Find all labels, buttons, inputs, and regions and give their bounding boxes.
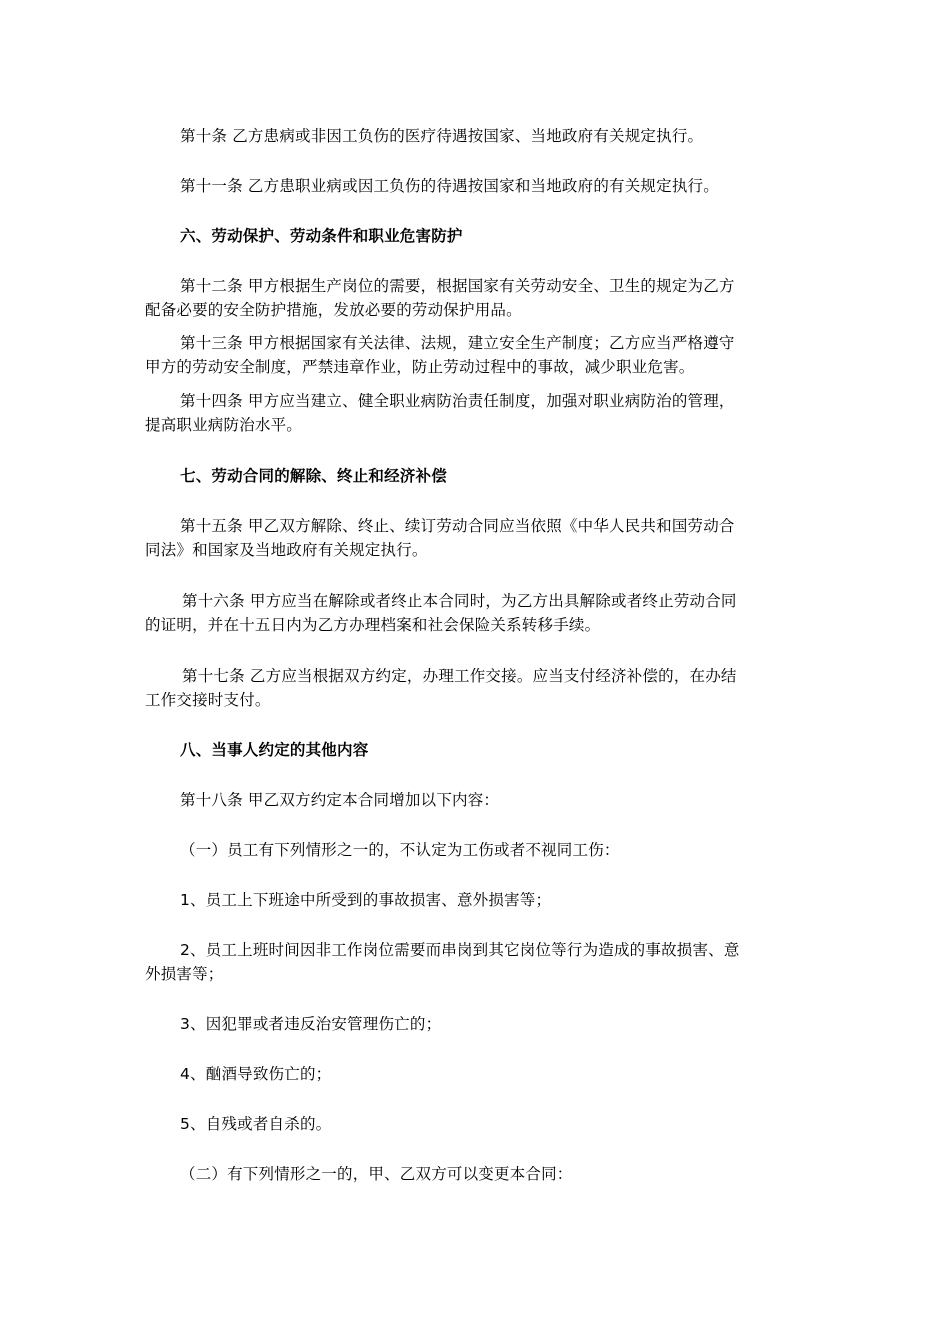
article-13-line-1: 第十三条 甲方根据国家有关法律、法规，建立安全生产制度；乙方应当严格遵守 [180, 334, 735, 352]
clause-1-heading: （一）员工有下列情形之一的，不认定为工伤或者不视同工伤： [180, 841, 620, 859]
clause-1-item-1: 1、员工上下班途中所受到的事故损害、意外损害等； [180, 891, 552, 909]
clause-1-item-2-line-2: 外损害等； [145, 965, 224, 983]
article-12-line-2: 配备必要的安全防护措施，发放必要的劳动保护用品。 [145, 301, 522, 319]
clause-1-item-5: 5、自残或者自杀的。 [180, 1115, 332, 1133]
article-17-line-1: 第十七条 乙方应当根据双方约定，办理工作交接。应当支付经济补偿的，在办结 [182, 667, 737, 685]
section-6-heading: 六、劳动保护、劳动条件和职业危害防护 [180, 227, 463, 245]
section-8-heading: 八、当事人约定的其他内容 [180, 741, 369, 759]
article-18-line: 第十八条 甲乙双方约定本合同增加以下内容： [180, 791, 500, 809]
article-13-line-2: 甲方的劳动安全制度，严禁违章作业，防止劳动过程中的事故，减少职业危害。 [145, 358, 695, 376]
section-7-heading: 七、劳动合同的解除、终止和经济补偿 [180, 467, 447, 485]
clause-2-heading: （二）有下列情形之一的，甲、乙双方可以变更本合同： [180, 1165, 573, 1183]
article-11-line: 第十一条 乙方患职业病或因工负伤的待遇按国家和当地政府的有关规定执行。 [180, 177, 719, 195]
clause-1-item-3: 3、因犯罪或者违反治安管理伤亡的； [180, 1015, 442, 1033]
article-12-line-1: 第十二条 甲方根据生产岗位的需要，根据国家有关劳动安全、卫生的规定为乙方 [180, 277, 735, 295]
article-14-line-1: 第十四条 甲方应当建立、健全职业病防治责任制度，加强对职业病防治的管理， [180, 392, 735, 410]
article-16-line-2: 的证明，并在十五日内为乙方办理档案和社会保险关系转移手续。 [145, 616, 601, 634]
article-16-line-1: 第十六条 甲方应当在解除或者终止本合同时，为乙方出具解除或者终止劳动合同 [182, 592, 737, 610]
clause-1-item-2-line-1: 2、员工上班时间因非工作岗位需要而串岗到其它岗位等行为造成的事故损害、意 [180, 941, 740, 959]
article-15-line-2: 同法》和国家及当地政府有关规定执行。 [145, 541, 428, 559]
clause-1-item-4: 4、酗酒导致伤亡的； [180, 1065, 332, 1083]
article-17-line-2: 工作交接时支付。 [145, 691, 271, 709]
article-14-line-2: 提高职业病防治水平。 [145, 416, 303, 434]
article-15-line-1: 第十五条 甲乙双方解除、终止、续订劳动合同应当依照《中华人民共和国劳动合 [180, 517, 735, 535]
article-10-line: 第十条 乙方患病或非因工负伤的医疗待遇按国家、当地政府有关规定执行。 [180, 127, 704, 145]
